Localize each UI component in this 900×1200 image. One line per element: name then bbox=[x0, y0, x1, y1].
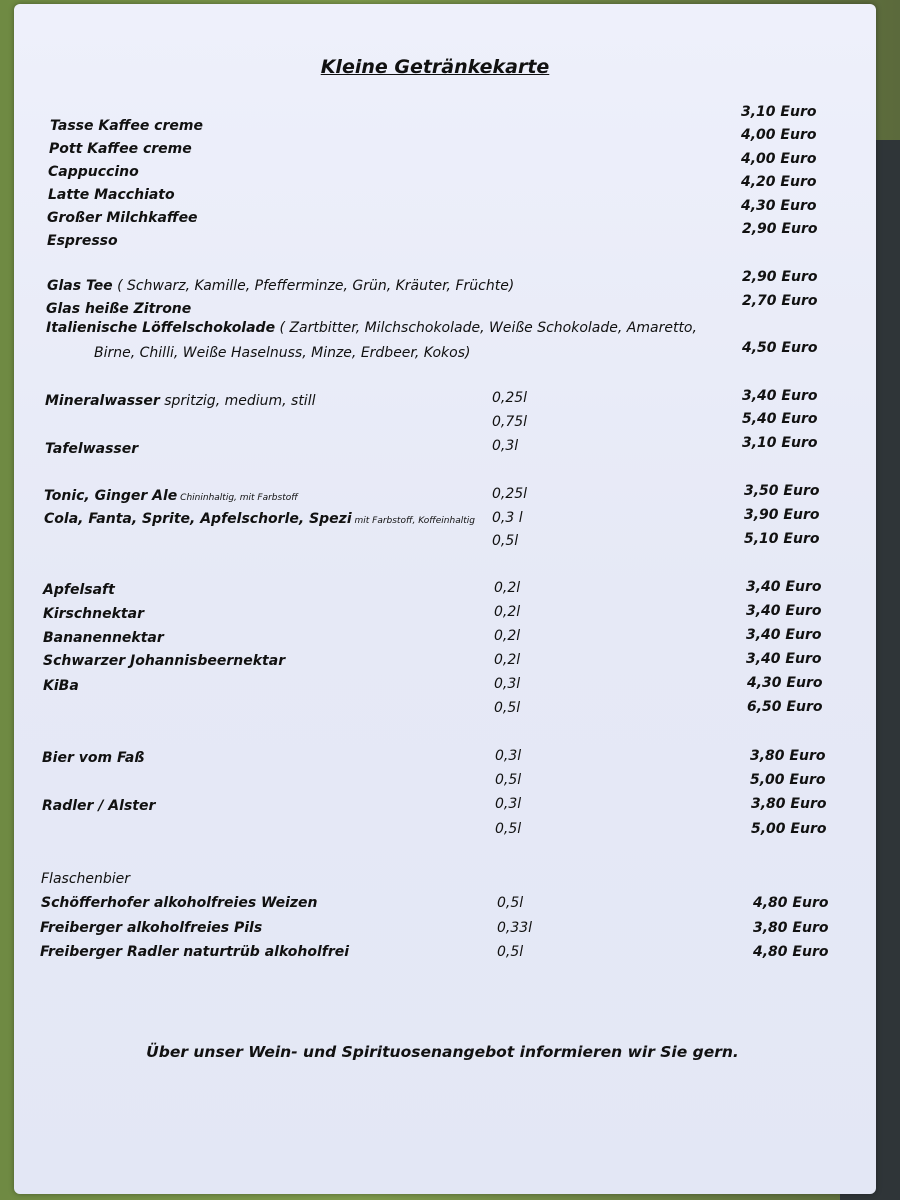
chocolate-note: ( Zartbitter, Milchschokolade, Weiße Schokolade, Amaretto, bbox=[275, 320, 697, 336]
tea-note: ( Schwarz, Kamille, Pfefferminze, Grün, Kräuter, Früchte) bbox=[112, 278, 515, 294]
juice-price: 3,40 Euro bbox=[746, 627, 822, 643]
beer-volume: 0,3l bbox=[495, 796, 522, 812]
juice-volume: 0,2l bbox=[494, 628, 521, 644]
coffee-item: Latte Macchiato bbox=[48, 187, 175, 203]
mineral-water-volume: 0,75l bbox=[492, 414, 528, 430]
bottled-beer-volume: 0,5l bbox=[497, 944, 524, 960]
coffee-item: Espresso bbox=[47, 233, 118, 249]
lemon-item: Glas heiße Zitrone bbox=[46, 301, 192, 317]
menu-title: Kleine Getränkekarte bbox=[320, 56, 550, 78]
coffee-price: 3,10 Euro bbox=[741, 104, 817, 120]
beer-price: 5,00 Euro bbox=[751, 821, 827, 837]
cola-volume: 0,5l bbox=[492, 533, 519, 549]
juice-item: KiBa bbox=[43, 678, 79, 694]
cola-price: 3,90 Euro bbox=[744, 507, 820, 523]
juice-item: Bananennektar bbox=[43, 630, 164, 646]
tea-name: Glas Tee bbox=[47, 278, 113, 294]
bottled-beer-volume: 0,33l bbox=[497, 920, 533, 936]
mineral-water-note: spritzig, medium, still bbox=[159, 393, 316, 409]
juice-volume: 0,2l bbox=[494, 580, 521, 596]
tea-item bbox=[47, 278, 514, 294]
tonic-volume: 0,25l bbox=[492, 486, 528, 502]
bottled-beer-item: Freiberger alkoholfreies Pils bbox=[40, 920, 263, 936]
coffee-price: 4,30 Euro bbox=[741, 198, 817, 214]
mineral-water-price: 5,40 Euro bbox=[742, 411, 818, 427]
coffee-price: 2,90 Euro bbox=[742, 221, 818, 237]
juice-volume: 0,5l bbox=[494, 700, 521, 716]
beer-volume: 0,5l bbox=[495, 772, 522, 788]
coffee-price: 4,00 Euro bbox=[741, 151, 817, 167]
cola-note: mit Farbstoff, Koffeinhaltig bbox=[351, 516, 475, 526]
tonic-price: 3,50 Euro bbox=[744, 483, 820, 499]
bottled-beer-header: Flaschenbier bbox=[41, 871, 131, 887]
juice-volume: 0,3l bbox=[494, 676, 521, 692]
bottled-beer-price: 3,80 Euro bbox=[753, 920, 829, 936]
juice-price: 3,40 Euro bbox=[746, 603, 822, 619]
tonic-item bbox=[44, 488, 298, 504]
juice-volume: 0,2l bbox=[494, 604, 521, 620]
tonic-name: Tonic, Ginger Ale bbox=[44, 488, 178, 504]
juice-item: Apfelsaft bbox=[43, 582, 115, 598]
beer-volume: 0,3l bbox=[495, 748, 522, 764]
bottled-beer-price: 4,80 Euro bbox=[753, 895, 829, 911]
bottled-beer-volume: 0,5l bbox=[497, 895, 524, 911]
juice-item: Schwarzer Johannisbeernektar bbox=[43, 653, 286, 669]
table-water-item: Tafelwasser bbox=[45, 441, 139, 457]
coffee-item: Pott Kaffee creme bbox=[49, 141, 192, 157]
lemon-price: 2,70 Euro bbox=[742, 293, 818, 309]
bottled-beer-item: Freiberger Radler naturtrüb alkoholfrei bbox=[40, 944, 350, 960]
mineral-water-price: 3,40 Euro bbox=[742, 388, 818, 404]
tonic-note: Chininhaltig, mit Farbstoff bbox=[177, 493, 298, 503]
juice-price: 3,40 Euro bbox=[746, 651, 822, 667]
tea-price: 2,90 Euro bbox=[742, 269, 818, 285]
juice-price: 4,30 Euro bbox=[747, 675, 823, 691]
cola-volume: 0,3 l bbox=[492, 510, 523, 526]
coffee-item: Cappuccino bbox=[48, 164, 139, 180]
wine-spirits-note: Über unser Wein- und Spirituosenangebot informieren wir Sie gern. bbox=[146, 1043, 739, 1061]
tap-beer-item: Bier vom Faß bbox=[42, 750, 145, 766]
chocolate-note-continued: Birne, Chilli, Weiße Haselnuss, Minze, Erdbeer, Kokos) bbox=[94, 345, 471, 361]
juice-price: 3,40 Euro bbox=[746, 579, 822, 595]
coffee-price: 4,00 Euro bbox=[741, 127, 817, 143]
cola-price: 5,10 Euro bbox=[744, 531, 820, 547]
beer-price: 3,80 Euro bbox=[750, 748, 826, 764]
bottled-beer-item: Schöfferhofer alkoholfreies Weizen bbox=[41, 895, 318, 911]
cola-name: Cola, Fanta, Sprite, Apfelschorle, Spezi bbox=[44, 511, 352, 527]
juice-price: 6,50 Euro bbox=[747, 699, 823, 715]
chocolate-item bbox=[46, 320, 697, 336]
mineral-water-name: Mineralwasser bbox=[45, 393, 160, 409]
table-water-volume: 0,3l bbox=[492, 438, 519, 454]
coffee-item: Tasse Kaffee creme bbox=[50, 118, 203, 134]
juice-volume: 0,2l bbox=[494, 652, 521, 668]
beer-volume: 0,5l bbox=[495, 821, 522, 837]
chocolate-price: 4,50 Euro bbox=[742, 340, 818, 356]
coffee-item: Großer Milchkaffee bbox=[47, 210, 198, 226]
cola-item bbox=[44, 511, 475, 527]
bottled-beer-price: 4,80 Euro bbox=[753, 944, 829, 960]
beer-price: 5,00 Euro bbox=[750, 772, 826, 788]
mineral-water-item bbox=[45, 393, 315, 409]
coffee-price: 4,20 Euro bbox=[741, 174, 817, 190]
beer-price: 3,80 Euro bbox=[751, 796, 827, 812]
chocolate-name: Italienische Löffelschokolade bbox=[46, 320, 276, 336]
radler-item: Radler / Alster bbox=[42, 798, 156, 814]
juice-item: Kirschnektar bbox=[43, 606, 144, 622]
mineral-water-volume: 0,25l bbox=[492, 390, 528, 406]
table-water-price: 3,10 Euro bbox=[742, 435, 818, 451]
